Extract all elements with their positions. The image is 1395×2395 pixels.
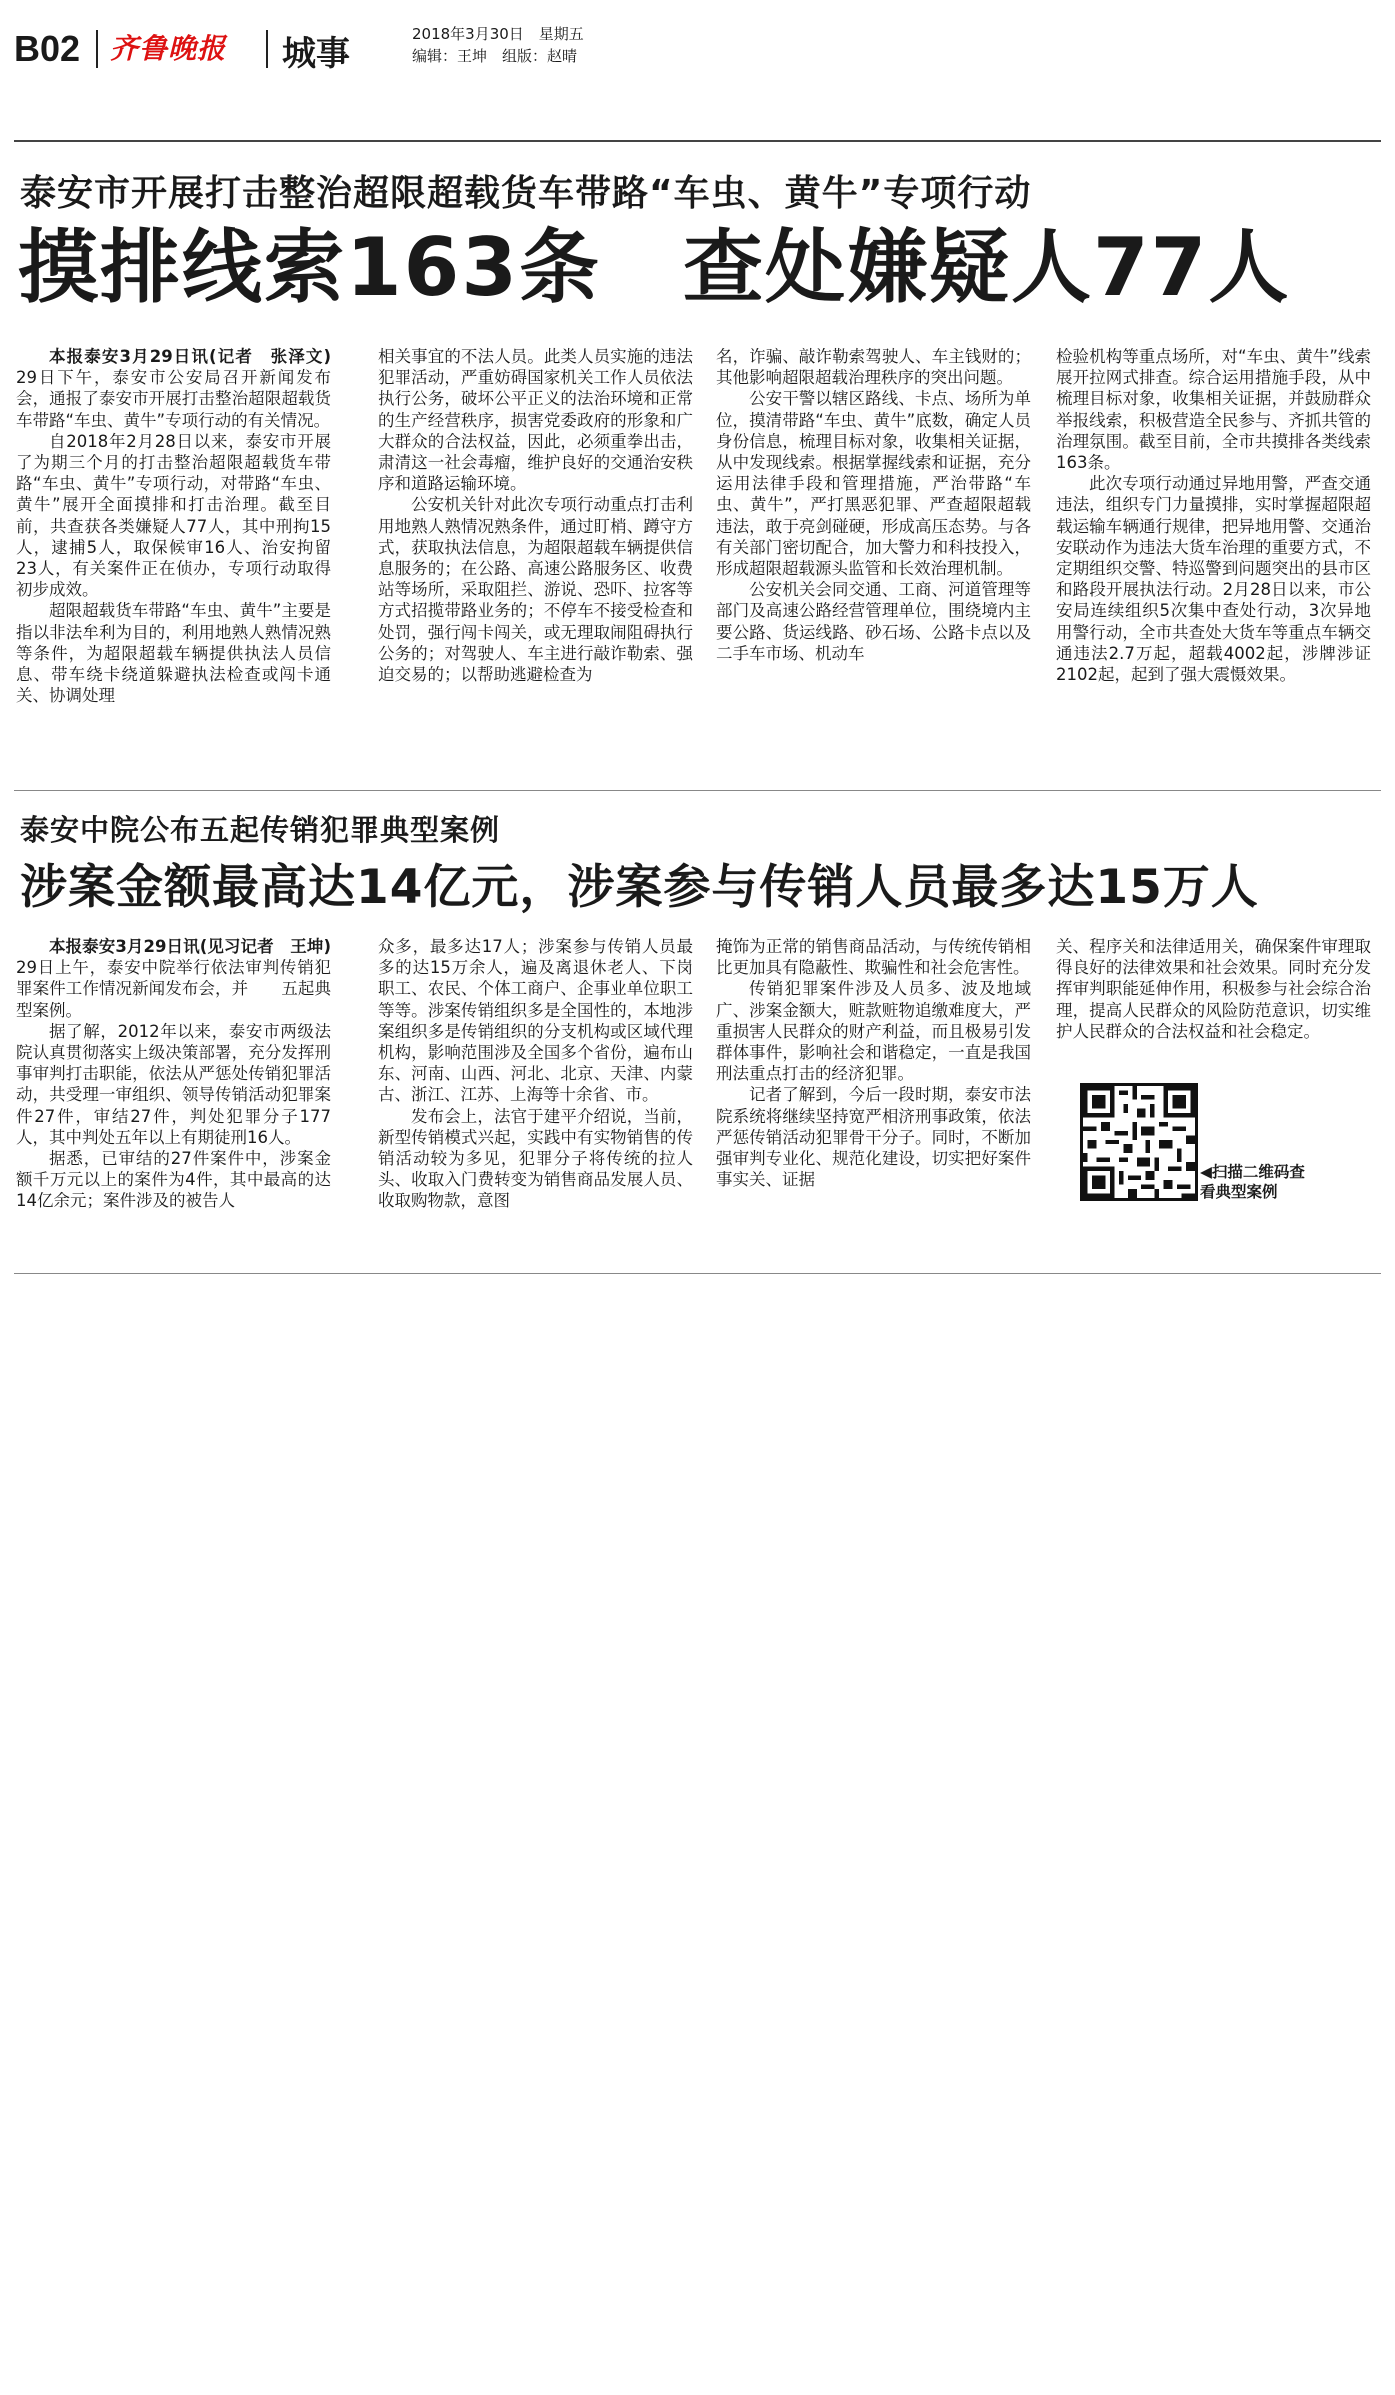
article2-paragraph: 据悉，已审结的27件案件中，涉案金额千万元以上的案件为4件，其中最高的达14亿余元；案件涉及的被告人 [16, 1149, 331, 1211]
article1-column-1 [16, 346, 331, 706]
masthead-divider [96, 30, 98, 68]
issue-date: 2018年3月30日 星期五 [412, 25, 584, 43]
article2-dateline: 本报泰安3月29日讯(见习记者 王坤) [49, 937, 331, 956]
article1-paragraph: 公安机关针对此次专项行动重点打击利用地熟人熟情况熟条件，通过盯梢、蹲守方式，获取执法信息，为超限超载车辆提供信息服务的；在公路、高速公路服务区、收费站等场所，采取阻拦、游说、恐吓、拉客等方式招揽带路业务的；不停车不接受检查和处罚，强行闯卡闯关，或无理取闹阻碍执行公务的；对驾驶人、车主进行敲诈勒索、强迫交易的；以帮助逃避检查为 [378, 495, 693, 685]
newspaper-logo: 齐鲁晚报 [110, 32, 227, 65]
article1-paragraph: 检验机构等重点场所，对“车虫、黄牛”线索展开拉网式排查。综合运用措施手段，从中梳理目标对象，收集相关证据，并鼓励群众举报线索，积极营造全民参与、齐抓共管的治理氛围。截至目前，全市共摸排各类线索163条。 [1056, 347, 1371, 473]
article1-kicker: 泰安市开展打击整治超限超载货车带路“车虫、黄牛”专项行动 [20, 173, 1032, 214]
article2-paragraph: 本报泰安3月29日讯(见习记者 王坤) 29日上午，泰安中院举行依法审判传销犯罪案件工作情况新闻发布会，并 五起典型案例。 [16, 937, 331, 1020]
article2-paragraph: 据了解，2012年以来，泰安市两级法院认真贯彻落实上级决策部署，充分发挥刑事审判打击职能，依法从严惩处传销犯罪活动，共受理一审组织、领导传销活动犯罪案件27件，审结27件，判处犯罪分子177人，其中判处五年以上有期徒刑16人。 [16, 1021, 331, 1147]
article1-paragraph: 自2018年2月28日以来，泰安市开展了为期三个月的打击整治超限超载货车带路“车虫、黄牛”专项行动，对带路“车虫、黄牛”展开全面摸排和打击治理。截至目前，共查获各类嫌疑人77人，其中刑拘15人，逮捕5人，取保候审16人、治安拘留23人，有关案件正在侦办，专项行动取得初步成效。 [16, 431, 331, 600]
article1-column-2 [378, 346, 693, 685]
article1-paragraph: 公安机关会同交通、工商、河道管理等部门及高速公路经营管理单位，围绕境内主要公路、货运线路、砂石场、公路卡点以及二手车市场、机动车 [716, 580, 1031, 663]
article2-paragraph: 记者了解到，今后一段时期，泰安市法院系统将继续坚持宽严相济刑事政策，依法严惩传销活动犯罪骨干分子。同时，不断加强审判专业化、规范化建设，切实把好案件事实关、证据 [716, 1085, 1031, 1190]
masthead [14, 22, 1374, 77]
article1-dateline: 本报泰安3月29日讯(记者 张泽文) [49, 347, 331, 366]
article2-column-4 [1056, 936, 1371, 1042]
section-title: 城事 [282, 34, 350, 74]
qr-code-icon[interactable] [1080, 1083, 1198, 1201]
article1-paragraph: 名，诈骗、敲诈勒索驾驶人、车主钱财的；其他影响超限超载治理秩序的突出问题。 [716, 347, 1031, 388]
article1-column-4 [1056, 346, 1371, 685]
article2-paragraph: 关、程序关和法律适用关，确保案件审理取得良好的法律效果和社会效果。同时充分发挥审判职能延伸作用，积极参与社会综合治理，提高人民群众的风险防范意识，切实维护人民群众的合法权益和社会稳定。 [1056, 937, 1371, 1041]
masthead-divider [266, 30, 268, 68]
article1-headline: 摸排线索163条 查处嫌疑人77人 [18, 221, 1291, 314]
article2-paragraph: 传销犯罪案件涉及人员多、波及地域广、涉案金额大，赃款赃物追缴难度大，严重损害人民群众的财产利益，而且极易引发群体事件，影响社会和谐稳定，一直是我国刑法重点打击的经济犯罪。 [716, 979, 1031, 1084]
article1-paragraph: 本报泰安3月29日讯(记者 张泽文) 29日下午，泰安市公安局召开新闻发布会，通报了泰安市开展打击整治超限超载货车带路“车虫、黄牛”专项行动的有关情况。 [16, 347, 331, 430]
editor-credit: 编辑：王坤 组版：赵晴 [412, 47, 578, 65]
article2-column-2 [378, 936, 693, 1212]
article1-paragraph: 公安干警以辖区路线、卡点、场所为单位，摸清带路“车虫、黄牛”底数，确定人员身份信息，梳理目标对象，收集相关证据，从中发现线索。根据掌握线索和证据，充分运用法律手段和管理措施，严治带路“车虫、黄牛”，严打黑恶犯罪、严查超限超载违法，敢于亮剑碰硬，形成高压态势。与各有关部门密切配合，加大警力和科技投入，形成超限超载源头监管和长效治理机制。 [716, 389, 1031, 579]
article-divider [14, 790, 1381, 791]
article1-paragraph: 超限超载货车带路“车虫、黄牛”主要是指以非法牟利为目的，利用地熟人熟情况熟等条件，为超限超载车辆提供执法人员信息、带车绕卡绕道躲避执法检查或闯卡通关、协调处理 [16, 601, 331, 706]
page-number: B02 [14, 28, 81, 69]
article2-column-1 [16, 936, 331, 1212]
article2-column-3 [716, 936, 1031, 1190]
article2-paragraph: 发布会上，法官于建平介绍说，当前，新型传销模式兴起，实践中有实物销售的传销活动较为多见，犯罪分子将传统的拉人头、收取入门费转变为销售商品发展人员、收取购物款，意图 [378, 1106, 693, 1211]
article1-paragraph: 相关事宜的不法人员。此类人员实施的违法犯罪活动，严重妨碍国家机关工作人员依法执行公务，破坏公平正义的法治环境和正常的生产经营秩序，损害党委政府的形象和广大群众的合法权益，因此，必须重拳出击，肃清这一社会毒瘤，维护良好的交通治安秩序和道路运输环境。 [378, 347, 693, 494]
article1-column-3 [716, 346, 1031, 664]
article2-paragraph: 掩饰为正常的销售商品活动，与传统传销相比更加具有隐蔽性、欺骗性和社会危害性。 [716, 937, 1031, 978]
article2-headline: 涉案金额最高达14亿元，涉案参与传销人员最多达15万人 [20, 860, 1259, 915]
article2-kicker: 泰安中院公布五起传销犯罪典型案例 [20, 813, 501, 847]
masthead-rule [14, 140, 1381, 142]
bottom-rule [14, 1273, 1381, 1274]
article1-paragraph: 此次专项行动通过异地用警，严查交通违法，组织专门力量摸排，实时掌握超限超载运输车辆通行规律，把异地用警、交通治安联动作为违法大货车治理的重要方式，不定期组织交警、特巡警到问题突出的县市区和路段开展执法行动。2月28日以来，市公安局连续组织5次集中查处行动，3次异地用警行动，全市共查处大货车等重点车辆交通违法2.7万起，超载4002起，涉牌涉证2102起，起到了强大震慑效果。 [1056, 474, 1371, 685]
qr-code-caption: ◀扫描二维码查看典型案例 [1200, 1163, 1305, 1201]
article2-paragraph: 众多，最多达17人；涉案参与传销人员最多的达15万余人，遍及离退休老人、下岗职工、农民、个体工商户、企事业单位职工等等。涉案传销组织多是全国性的，本地涉案组织多是传销组织的分支机构或区域代理机构，影响范围涉及全国多个省份，遍布山东、河南、山西、河北、北京、天津、内蒙古、浙江、江苏、上海等十余省、市。 [378, 937, 693, 1105]
